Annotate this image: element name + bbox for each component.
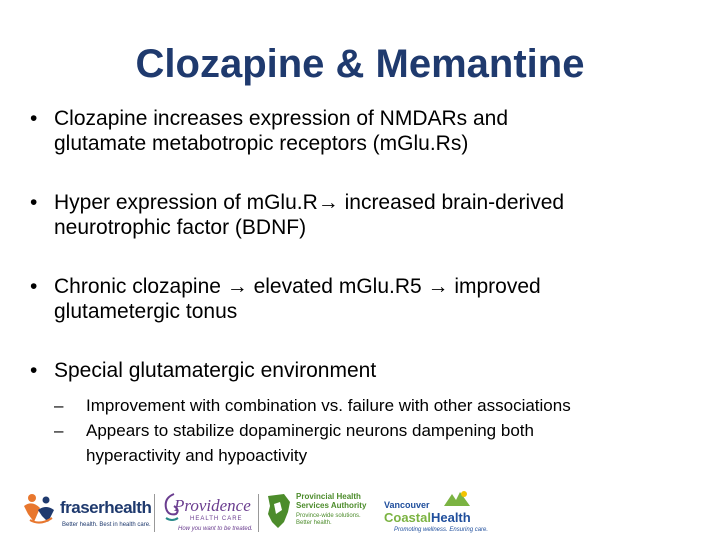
providence-tagline: How you want to be treated. <box>178 526 253 532</box>
subbullet-item <box>54 418 690 468</box>
fraserhealth-name-part1: fraser <box>60 498 105 517</box>
vch-name-coastal: Coastal <box>384 510 431 525</box>
subbullet-dash: – <box>54 396 64 415</box>
vch-name-line1: Vancouver <box>384 500 430 510</box>
bullet-text-line: Clozapine increases expression of NMDARs and <box>54 107 509 130</box>
bullet-item <box>30 190 690 240</box>
providence-name: Providence <box>174 496 251 515</box>
bullet-dot: • <box>30 359 38 382</box>
fraserhealth-people-icon <box>22 492 60 526</box>
logo-divider <box>154 494 155 532</box>
fraserhealth-tagline: Better health. Best in health care. <box>62 522 151 528</box>
subbullet-dash: – <box>54 421 64 440</box>
providence-logo <box>160 490 252 536</box>
bc-map-icon <box>264 492 292 530</box>
bullet-dot: • <box>30 107 38 130</box>
subbullet-text-line: Improvement with combination vs. failure with other associations <box>86 396 571 415</box>
phsa-name-line1: Provincial Health <box>296 492 361 501</box>
subbullet-text-line: hyperactivity and hypoactivity <box>86 446 308 465</box>
bullet-text-line: neurotrophic factor (BDNF) <box>54 216 307 239</box>
bullet-dot: • <box>30 275 38 298</box>
bullet-item <box>30 274 690 324</box>
bullet-text-line: Hyper expression of mGlu.R→ increased brain-derived <box>54 191 565 214</box>
bullet-text-line: glutametergic tonus <box>54 300 238 323</box>
subbullet-list <box>54 393 690 468</box>
phsa-tagline-line1: Province-wide solutions. <box>296 513 361 519</box>
slide-title: Clozapine & Memantine <box>135 42 585 86</box>
vch-logo <box>384 490 489 536</box>
bullet-dot: • <box>30 191 38 214</box>
phsa-name-line2: Services Authority <box>296 501 367 510</box>
vch-tagline: Promoting wellness. Ensuring care. <box>394 527 489 533</box>
bullet-item <box>30 358 690 468</box>
fraserhealth-name-part2: health <box>104 498 152 517</box>
bullet-text-line: glutamate metabotropic receptors (mGlu.Rs) <box>54 132 469 155</box>
logo-divider <box>258 494 259 532</box>
bullet-list <box>30 106 690 468</box>
footer-logos <box>0 484 720 540</box>
fraserhealth-logo <box>22 490 152 536</box>
phsa-logo <box>264 490 374 536</box>
bullet-item <box>30 106 690 156</box>
vch-mountain-icon <box>444 490 470 506</box>
providence-subtitle: HEALTH CARE <box>190 516 243 522</box>
vch-name-health: Health <box>430 510 471 525</box>
bullet-text-line: Special glutamatergic environment <box>54 359 377 382</box>
subbullet-item <box>54 393 690 418</box>
subbullet-text-line: Appears to stabilize dopaminergic neurons dampening both <box>86 421 534 440</box>
bullet-text-line: Chronic clozapine → elevated mGlu.R5 → improved <box>54 275 541 298</box>
phsa-tagline-line2: Better health. <box>296 520 332 526</box>
